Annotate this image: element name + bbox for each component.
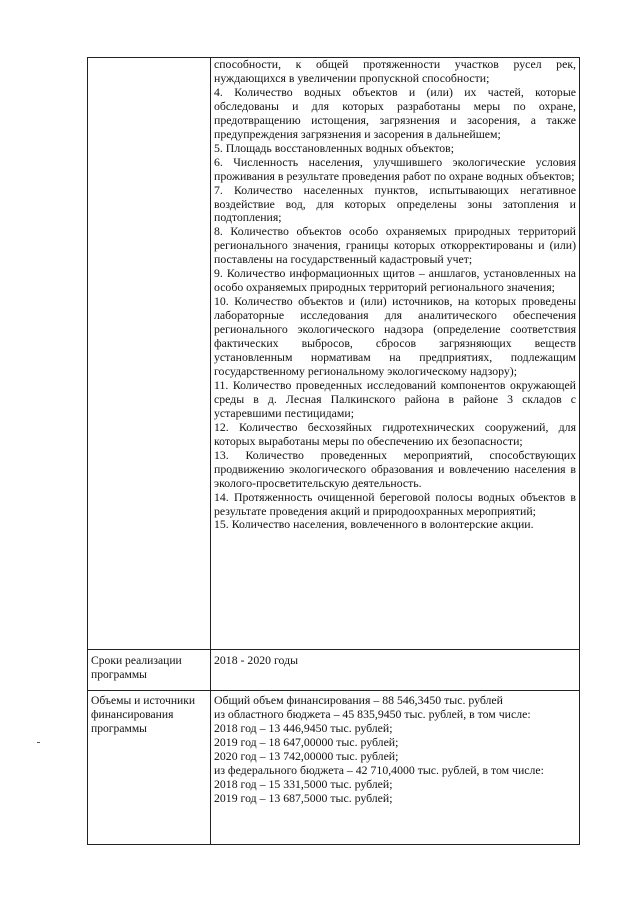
- indicator-paragraph: 15. Количество населения, вовлеченного в волонтерские акции.: [214, 517, 534, 532]
- indicator-paragraph: 9. Количество информационных щитов – аншлагов, установленных на особо охраняемых природных территорий регионального значения;: [214, 266, 576, 295]
- indicator-paragraph: способности, к общей протяженности участков русел рек, нуждающихся в увеличении пропускной способности;: [214, 57, 576, 85]
- indicator-paragraph: 5. Площадь восстановленных водных объектов;: [214, 140, 454, 155]
- financing-line: 2018 год – 13 446,9450 тыс. рублей;: [214, 720, 393, 735]
- financing-line: из областного бюджета – 45 835,9450 тыс. рублей, в том числе:: [214, 706, 531, 721]
- indicators-cell: [211, 58, 580, 650]
- table-row-period: [88, 650, 580, 691]
- financing-line: 2020 год – 13 742,00000 тыс. рублей;: [214, 748, 399, 763]
- financing-cell: [211, 691, 580, 845]
- indicator-paragraph: 11. Количество проведенных исследований компонентов окружающей среды в д. Лесная Палкинского района в районе 3 складов с устаревшими пестицидами;: [214, 377, 576, 420]
- scan-speck: [37, 742, 40, 743]
- table-row-financing: [88, 691, 580, 845]
- indicator-paragraph: 6. Численность населения, улучшившего экологические условия проживания в результате проведения работ по охране водных объектов;: [214, 154, 576, 183]
- indicator-paragraph: 4. Количество водных объектов и (или) их частей, которые обследованы и для которых разработаны меры по охране, предотвращению истощения, загрязнения и засорения, а также предупреждения загрязнения и засорения в дальнейшем;: [214, 84, 576, 141]
- indicator-paragraph: 8. Количество объектов особо охраняемых природных территорий регионального значения, границы которых откорректированы и (или) поставлены на государственный кадастровый учет;: [214, 224, 576, 267]
- indicator-paragraph: 10. Количество объектов и (или) источников, на которых проведены лабораторные исследования для аналитического обеспечения регионального экологического надзора (определение соответствия фактических выбросов, сбросов загрязняющих веществ установленным нормативам на предприятиях, подлежащим государственному региональному экологическому надзору);: [214, 294, 576, 378]
- indicator-paragraph: 14. Протяженность очищенной береговой полосы водных объектов в результате проведения акций и природоохранных мероприятий;: [214, 489, 576, 518]
- row1-label-cell: [88, 58, 211, 650]
- program-passport-table: [87, 57, 580, 845]
- table-row-indicators: [88, 58, 580, 650]
- indicator-paragraph: 12. Количество бесхозяйных гидротехнических сооружений, для которых выработаны меры по обеспечению их безопасности;: [214, 419, 576, 448]
- indicator-paragraph: 7. Количество населенных пунктов, испытывающих негативное воздействие вод, для которых определены зоны затопления и подтопления;: [214, 182, 576, 225]
- financing-label: Объемы и источники финансирования программы: [88, 691, 211, 845]
- period-label: Сроки реализации программы: [88, 650, 211, 691]
- financing-line: 2019 год – 18 647,00000 тыс. рублей;: [214, 734, 399, 749]
- financing-line: из федерального бюджета – 42 710,4000 тыс. рублей, в том числе:: [214, 762, 544, 777]
- indicator-paragraph: 13. Количество проведенных мероприятий, способствующих продвижению экологического образования и вовлечению населения в эколого-просветительскую деятельность.: [214, 447, 576, 490]
- financing-line: 2019 год – 13 687,5000 тыс. рублей;: [214, 790, 393, 805]
- financing-line: Общий объем финансирования – 88 546,3450 тыс. рублей: [214, 693, 503, 707]
- period-value: 2018 - 2020 годы: [211, 650, 580, 691]
- financing-line: 2018 год – 15 331,5000 тыс. рублей;: [214, 776, 393, 791]
